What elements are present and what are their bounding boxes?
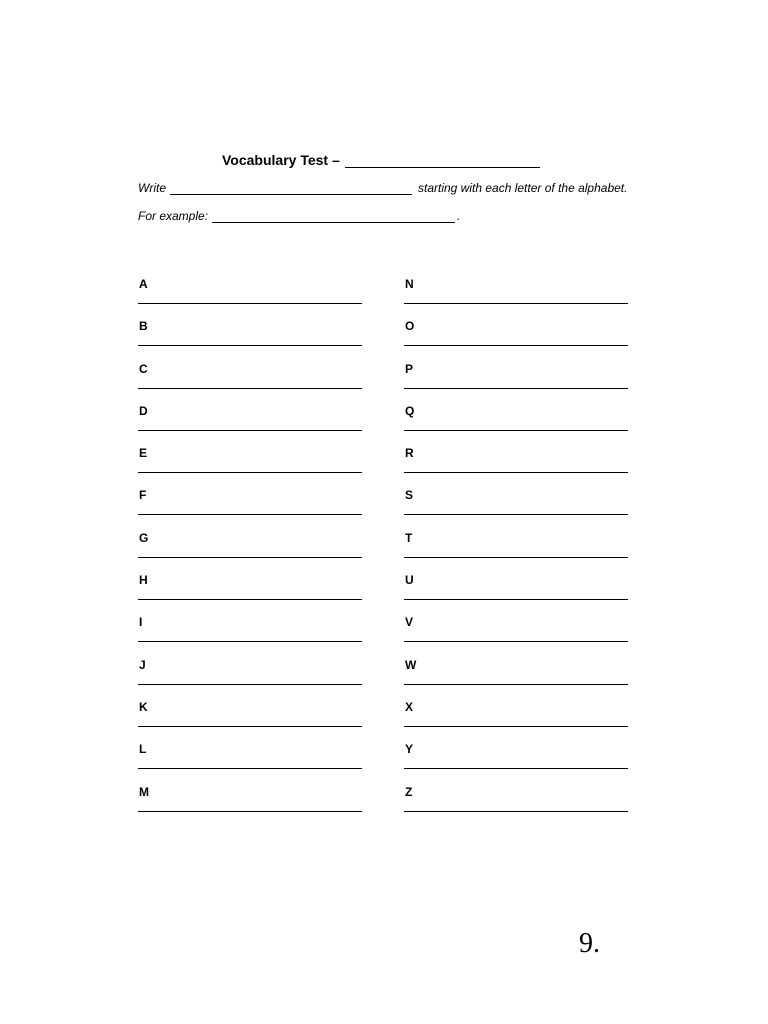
letter-row	[404, 696, 628, 738]
letter-label: A	[139, 277, 148, 291]
letter-row	[404, 781, 628, 823]
letter-row	[404, 442, 628, 484]
letter-row	[138, 315, 362, 357]
answer-line	[138, 388, 362, 389]
answer-line	[404, 472, 628, 473]
letter-row	[404, 738, 628, 780]
answer-line	[404, 557, 628, 558]
letter-label: B	[139, 319, 148, 334]
answer-line	[138, 811, 362, 812]
letter-label: F	[139, 488, 147, 503]
letter-label: R	[405, 446, 414, 461]
example-blank-line	[212, 210, 455, 223]
letter-label: L	[139, 742, 147, 757]
letter-label: V	[405, 615, 414, 630]
letter-label: W	[405, 657, 417, 672]
answer-line	[138, 430, 362, 431]
letter-row	[404, 527, 628, 569]
letter-row	[404, 569, 628, 611]
letter-row	[138, 654, 362, 696]
answer-line	[138, 768, 362, 769]
write-blank-line	[170, 182, 412, 195]
letter-row	[138, 442, 362, 484]
answer-line	[404, 768, 628, 769]
write-prefix: Write	[138, 181, 166, 195]
letter-row	[138, 738, 362, 780]
letter-label: S	[405, 488, 414, 503]
letter-row	[404, 273, 628, 315]
letter-row	[404, 654, 628, 696]
letter-label: K	[139, 699, 148, 714]
letter-row	[404, 315, 628, 357]
letter-label: G	[139, 530, 149, 545]
letter-row	[138, 611, 362, 653]
letter-label: Y	[405, 742, 414, 757]
worksheet-title	[222, 148, 540, 168]
letter-label: Z	[405, 784, 413, 799]
letter-label: T	[405, 530, 413, 545]
write-instruction	[138, 181, 627, 195]
letter-label: H	[139, 573, 148, 588]
answer-line	[404, 430, 628, 431]
answer-line	[138, 514, 362, 515]
answer-line	[138, 599, 362, 600]
answer-line	[138, 345, 362, 346]
letter-row	[138, 527, 362, 569]
answer-line	[138, 557, 362, 558]
letter-label: I	[139, 615, 143, 630]
example-instruction	[138, 209, 460, 223]
letter-row	[138, 358, 362, 400]
letter-row	[404, 358, 628, 400]
letter-row	[404, 611, 628, 653]
letter-label: M	[139, 784, 149, 799]
answer-line	[138, 726, 362, 727]
answer-line	[404, 388, 628, 389]
letter-row	[138, 569, 362, 611]
answer-line	[404, 514, 628, 515]
letter-label: C	[139, 361, 148, 376]
answer-line	[404, 345, 628, 346]
answer-line	[138, 684, 362, 685]
answer-line	[138, 472, 362, 473]
letter-label: P	[405, 361, 414, 376]
letter-row	[138, 400, 362, 442]
example-suffix: .	[457, 209, 461, 223]
answer-line	[138, 303, 362, 304]
letter-row	[404, 400, 628, 442]
letter-label: Q	[405, 403, 415, 418]
answer-line	[404, 811, 628, 812]
letter-label: U	[405, 573, 414, 588]
answer-line	[404, 726, 628, 727]
title-label: Vocabulary Test –	[222, 152, 340, 168]
letter-label: N	[405, 277, 414, 291]
title-blank-line	[345, 153, 540, 168]
letter-label: X	[405, 699, 414, 714]
letter-row	[404, 484, 628, 526]
letter-label: J	[139, 657, 146, 672]
answer-line	[138, 641, 362, 642]
letter-row	[138, 484, 362, 526]
letter-label: E	[139, 446, 148, 461]
letters-column-right	[404, 273, 628, 823]
letter-row	[138, 696, 362, 738]
letter-row	[138, 781, 362, 823]
page-number: 9.	[579, 928, 600, 959]
answer-line	[404, 641, 628, 642]
letter-label: O	[405, 319, 415, 334]
answer-line	[404, 599, 628, 600]
letter-label: D	[139, 403, 148, 418]
letters-column-left	[138, 273, 362, 823]
write-suffix: starting with each letter of the alphabet.	[418, 181, 628, 195]
letter-row	[138, 273, 362, 315]
example-prefix: For example:	[138, 209, 209, 223]
answer-line	[404, 303, 628, 304]
answer-line	[404, 684, 628, 685]
